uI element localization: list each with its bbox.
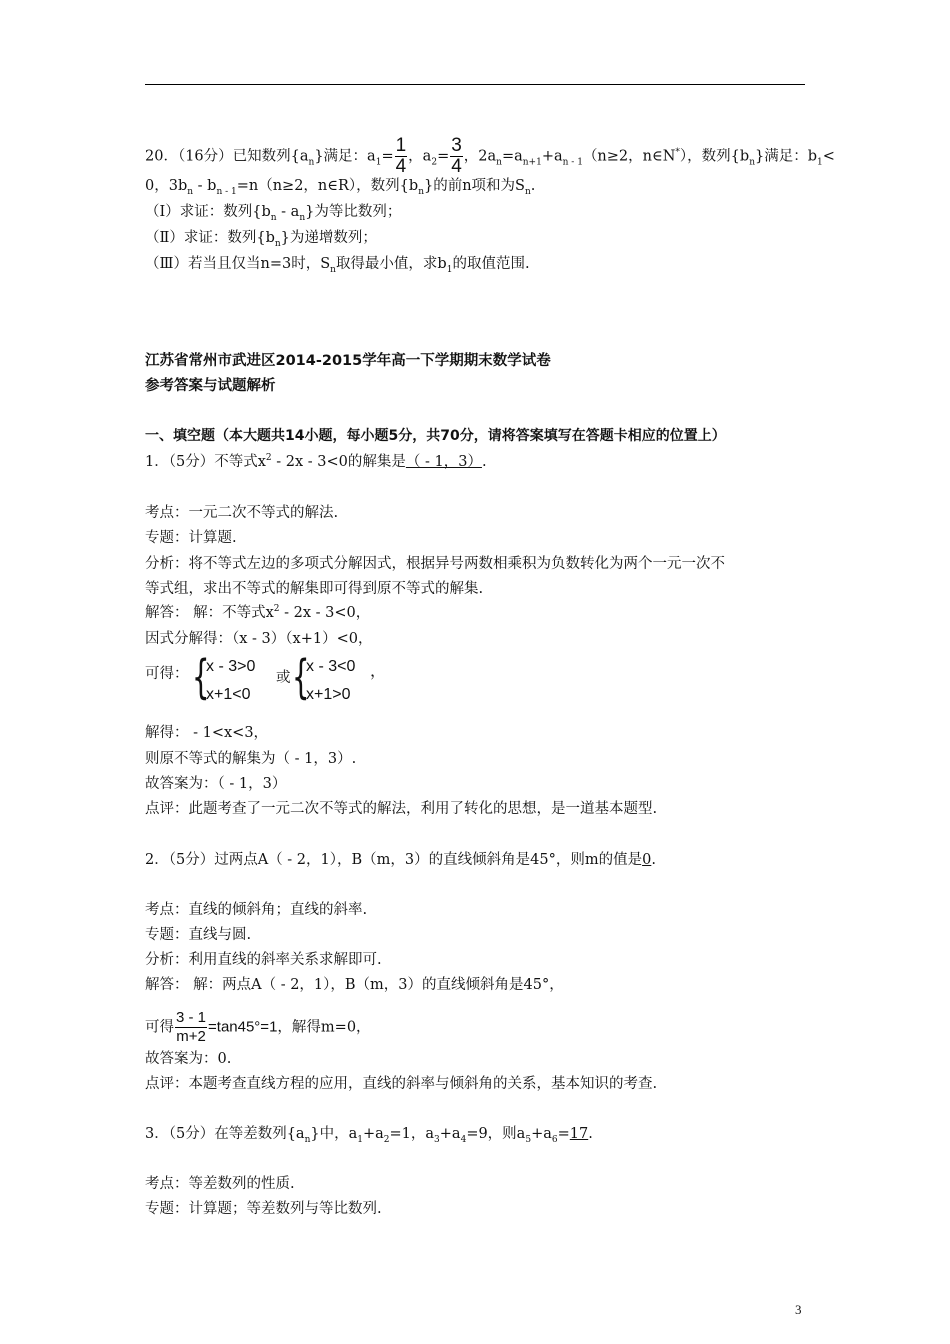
q1-kede-label: 可得： bbox=[145, 666, 189, 682]
q1-dianping: 点评：此题考查了一元二次不等式的解法，利用了转化的思想，是一道基本题型. bbox=[145, 801, 658, 817]
q3-answer: 17 bbox=[569, 1126, 589, 1142]
page-title: 江苏省常州市武进区2014-2015学年高一下学期期末数学试卷 bbox=[145, 353, 551, 369]
q1-fenxi-2: 等式组，求出不等式的解集即可得到原不等式的解集. bbox=[145, 581, 484, 597]
q3-stem: 3．（5分）在等差数列$\{a_n\}$中，$a_1+a_2=1$，$a_3+a_4=9$，则$a_5+a_6=17$. bbox=[145, 1126, 593, 1145]
q2-dianping: 点评：本题考查直线方程的应用，直线的斜率与倾斜角的关系，基本知识的考查. bbox=[145, 1076, 658, 1092]
q2-answer-line: 故答案为：0. bbox=[145, 1051, 232, 1067]
q20-part-2: （Ⅱ）求证：数列$\{b_n\}$为递增数列； bbox=[145, 230, 377, 249]
brace-left-1: { bbox=[192, 650, 210, 704]
q2-kaodian: 考点：直线的倾斜角；直线的斜率. bbox=[145, 902, 368, 918]
q1-factor: 因式分解得：（x - 3）（x+1）<0， bbox=[145, 631, 373, 647]
q1-answer-line: 故答案为：（ - 1，3） bbox=[145, 776, 287, 792]
fraction-3-4: $\frac{3}{4}$ bbox=[451, 135, 462, 177]
q1-fenxi-1: 分析：将不等式左边的多项式分解因式，根据异号两数相乘积为负数转化为两个一元一次不 bbox=[145, 556, 725, 572]
q1-stem: 1．（5分）不等式$x^2 - 2x - 3<0$的解集是（ - 1，3）. bbox=[145, 453, 487, 470]
q1-kaodian: 考点：一元二次不等式的解法. bbox=[145, 505, 339, 521]
q20-part-3: （Ⅲ）若当且仅当n=3时，$S_n$取得最小值，求$b_1$的取值范围. bbox=[145, 256, 530, 275]
fraction-slope: $\frac{3 - 1}{m+2}$ bbox=[176, 1009, 207, 1045]
section-heading: 一、填空题（本大题共14小题，每小题5分，共70分，请将答案填写在答题卡相应的位置上） bbox=[145, 428, 726, 444]
page-number: 3 bbox=[795, 1302, 802, 1317]
q2-equation: 可得 $\frac{3 - 1}{m+2}$ =tan45°=1，解得m=0， bbox=[145, 1009, 371, 1045]
q20-line-1: 20．（16分）已知数列$\{a_n\}$满足：$a_1=$ $\frac{1}{4}$ ，$a_2=$ $\frac{3}{4}$ ，$2a_n=a_{n+1}+a_{n - 1}(n\ge 2$，n∈N*），数列$\{b_n\}$满足：$b_1<$ bbox=[145, 135, 835, 177]
q20-part-1: （Ⅰ）求证：数列$\{b_n - a_n\}$为等比数列； bbox=[145, 204, 402, 223]
q2-zhuanti: 专题：直线与圆. bbox=[145, 927, 252, 943]
q2-stem: 2．（5分）过两点A（ - 2，1），B（m，3）的直线倾斜角是45°，则m的值是0. bbox=[145, 852, 656, 868]
q20-line-2: 0，$3b_n - b_{n - 1}=n(n\ge 2$，n∈R），数列$\{b_n\}$的前n项和为$S_n$. bbox=[145, 178, 536, 197]
brace-left-2: { bbox=[292, 650, 310, 704]
q3-zhuanti: 专题：计算题；等差数列与等比数列. bbox=[145, 1201, 382, 1217]
q1-answer: （ - 1，3） bbox=[405, 454, 482, 470]
q1-inequality-systems: { x - 3>0 x+1<0 或 { x - 3<0 x+1>0 ， bbox=[192, 650, 387, 704]
q2-fenxi: 分析：利用直线的斜率关系求解即可. bbox=[145, 952, 382, 968]
q3-kaodian: 考点：等差数列的性质. bbox=[145, 1176, 295, 1192]
q1-zhuanti: 专题：计算题. bbox=[145, 530, 237, 546]
header-rule bbox=[145, 84, 805, 85]
q2-answer: 0 bbox=[642, 852, 652, 868]
page-subtitle: 参考答案与试题解析 bbox=[145, 378, 276, 394]
q1-result: 则原不等式的解集为（ - 1，3）. bbox=[145, 751, 357, 767]
q1-solve: 解得： - 1<x<3， bbox=[145, 725, 269, 741]
fraction-1-4: $\frac{1}{4}$ bbox=[395, 135, 407, 177]
q1-jieda: 解答： 解：不等式$x^2 - 2x - 3<0$， bbox=[145, 604, 371, 621]
q2-jieda: 解答： 解：两点A（ - 2，1），B（m，3）的直线倾斜角是45°， bbox=[145, 977, 564, 993]
